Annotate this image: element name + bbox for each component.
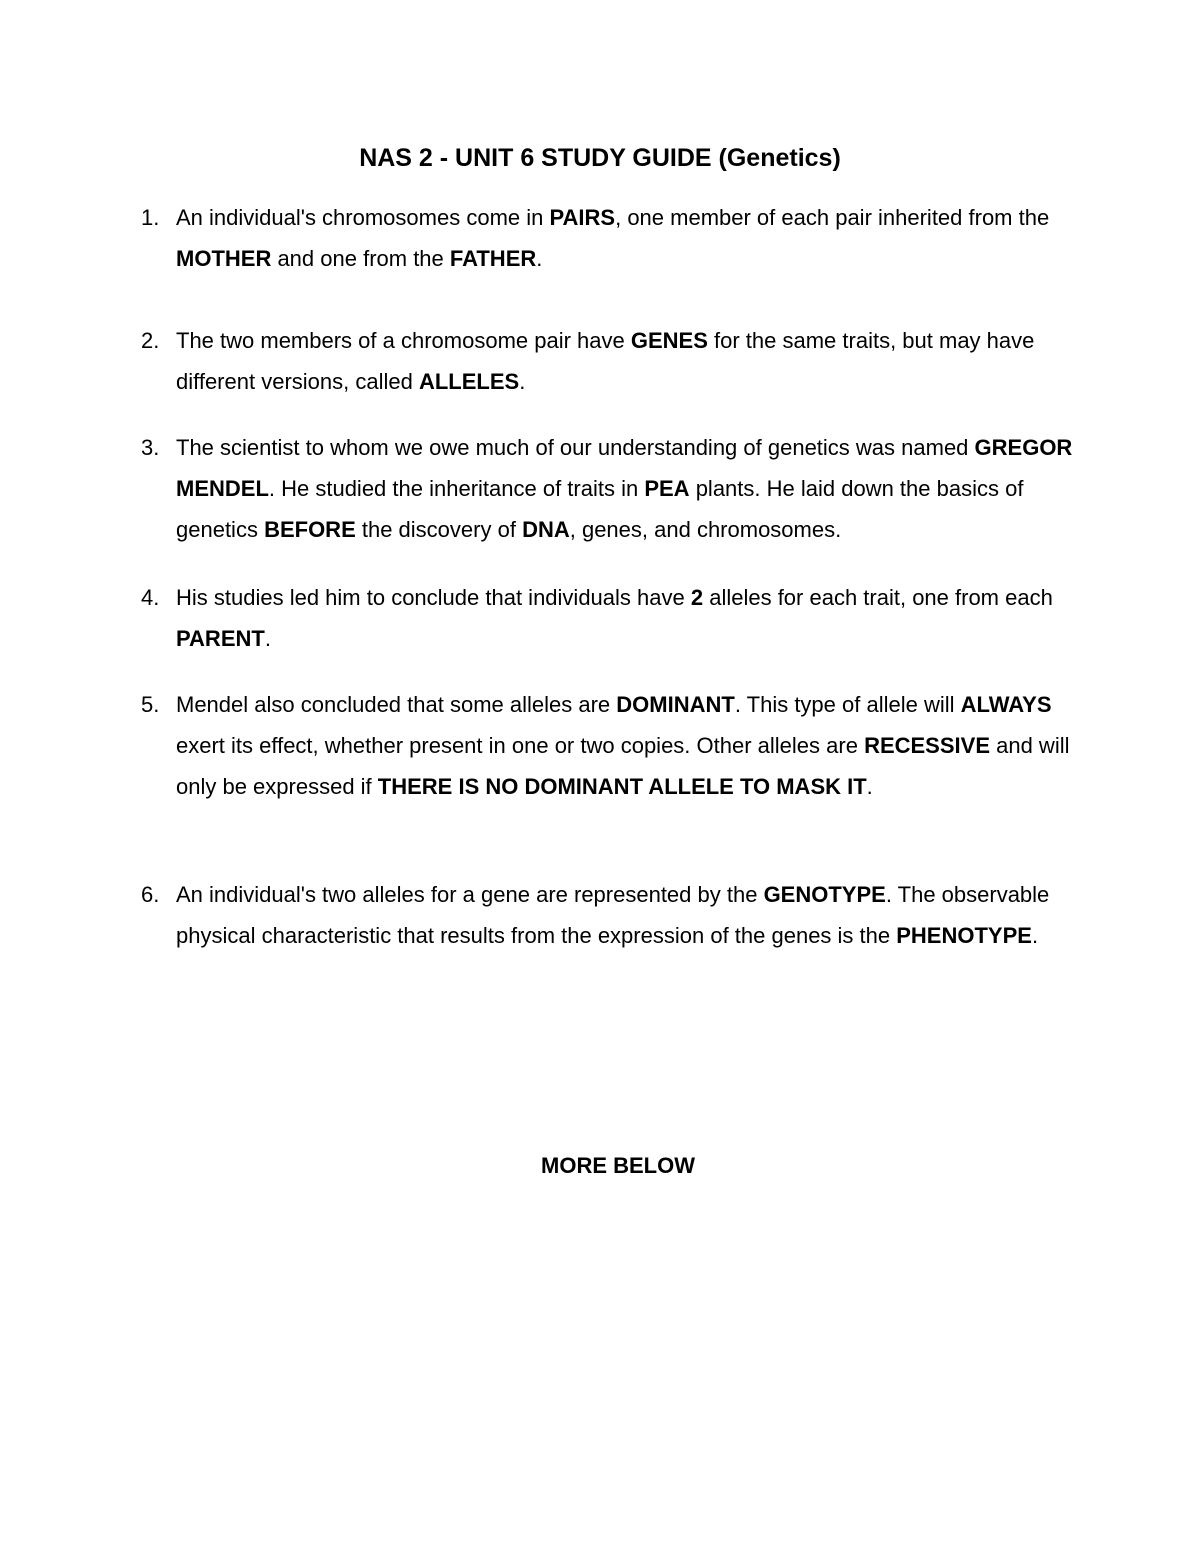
text-segment: . xyxy=(519,369,526,394)
text-segment: An individual's two alleles for a gene are represented by the xyxy=(176,882,764,907)
text-segment: plants. He laid down the basics of genetics xyxy=(176,476,1024,542)
text-segment: for the same traits, but may have different versions, called xyxy=(176,328,1035,394)
text-segment: . xyxy=(1031,923,1039,948)
text-segment: exert its effect, whether present in one or two copies. Other alleles are xyxy=(176,733,865,758)
list-item xyxy=(141,874,1091,956)
item-text xyxy=(176,684,1091,807)
bold-term: FATHER xyxy=(449,246,537,271)
bold-term: PARENT xyxy=(176,626,265,651)
bold-term: RECESSIVE xyxy=(864,733,990,758)
text-segment: The scientist to whom we owe much of our understanding of genetics was named xyxy=(176,435,975,460)
item-number: 3. xyxy=(141,435,160,460)
text-segment: and one from the xyxy=(271,246,450,271)
more-below-note: MORE BELOW xyxy=(541,1153,695,1178)
text-segment: . He studied the inheritance of traits in xyxy=(268,476,645,501)
text-segment: . This type of allele will xyxy=(734,692,961,717)
list-item xyxy=(141,320,1091,402)
item-number: 4. xyxy=(141,585,160,610)
item-text xyxy=(176,320,1091,402)
text-segment: An individual's chromosomes come in xyxy=(176,205,550,230)
text-segment: , one member of each pair inherited from the xyxy=(615,205,1050,230)
bold-term: DOMINANT xyxy=(616,692,735,717)
item-number: 5. xyxy=(141,692,160,717)
text-segment: alleles for each trait, one from each xyxy=(703,585,1053,610)
item-text xyxy=(176,427,1091,550)
list-item xyxy=(141,684,1091,807)
item-text xyxy=(176,577,1091,659)
text-segment: . xyxy=(866,774,873,799)
bold-term: DNA xyxy=(522,517,570,542)
text-segment: The two members of a chromosome pair have xyxy=(176,328,631,353)
list-item xyxy=(141,197,1091,279)
bold-term: THERE IS NO DOMINANT ALLELE TO MASK IT xyxy=(377,774,867,799)
list-item xyxy=(141,577,1091,659)
text-segment: and will only be expressed if xyxy=(176,733,1070,799)
item-text xyxy=(176,874,1091,956)
bold-term: PEA xyxy=(644,476,690,501)
text-segment: His studies led him to conclude that individuals have xyxy=(176,585,691,610)
bold-term: GENES xyxy=(630,328,708,353)
bold-term: PAIRS xyxy=(549,205,616,230)
item-number: 1. xyxy=(141,205,160,230)
list-item xyxy=(141,427,1091,550)
bold-term: MOTHER xyxy=(176,246,272,271)
bold-term: GENOTYPE xyxy=(763,882,886,907)
bold-term: BEFORE xyxy=(264,517,356,542)
bold-term: ALWAYS xyxy=(960,692,1052,717)
item-number: 6. xyxy=(141,882,160,907)
text-segment: the discovery of xyxy=(355,517,523,542)
text-segment: . xyxy=(536,246,543,271)
page-title: NAS 2 - UNIT 6 STUDY GUIDE (Genetics) xyxy=(359,144,841,172)
bold-term: GREGOR MENDEL xyxy=(176,435,1073,501)
item-text xyxy=(176,197,1091,279)
text-segment: Mendel also concluded that some alleles are xyxy=(176,692,617,717)
bold-term: PHENOTYPE xyxy=(896,923,1032,948)
bold-term: 2 xyxy=(690,585,704,610)
item-number: 2. xyxy=(141,328,160,353)
text-segment: , genes, and chromosomes. xyxy=(569,517,842,542)
text-segment: . xyxy=(264,626,271,651)
text-segment: . The observable physical characteristic that results from the expression of the genes is the xyxy=(176,882,1050,948)
bold-term: ALLELES xyxy=(418,369,520,394)
